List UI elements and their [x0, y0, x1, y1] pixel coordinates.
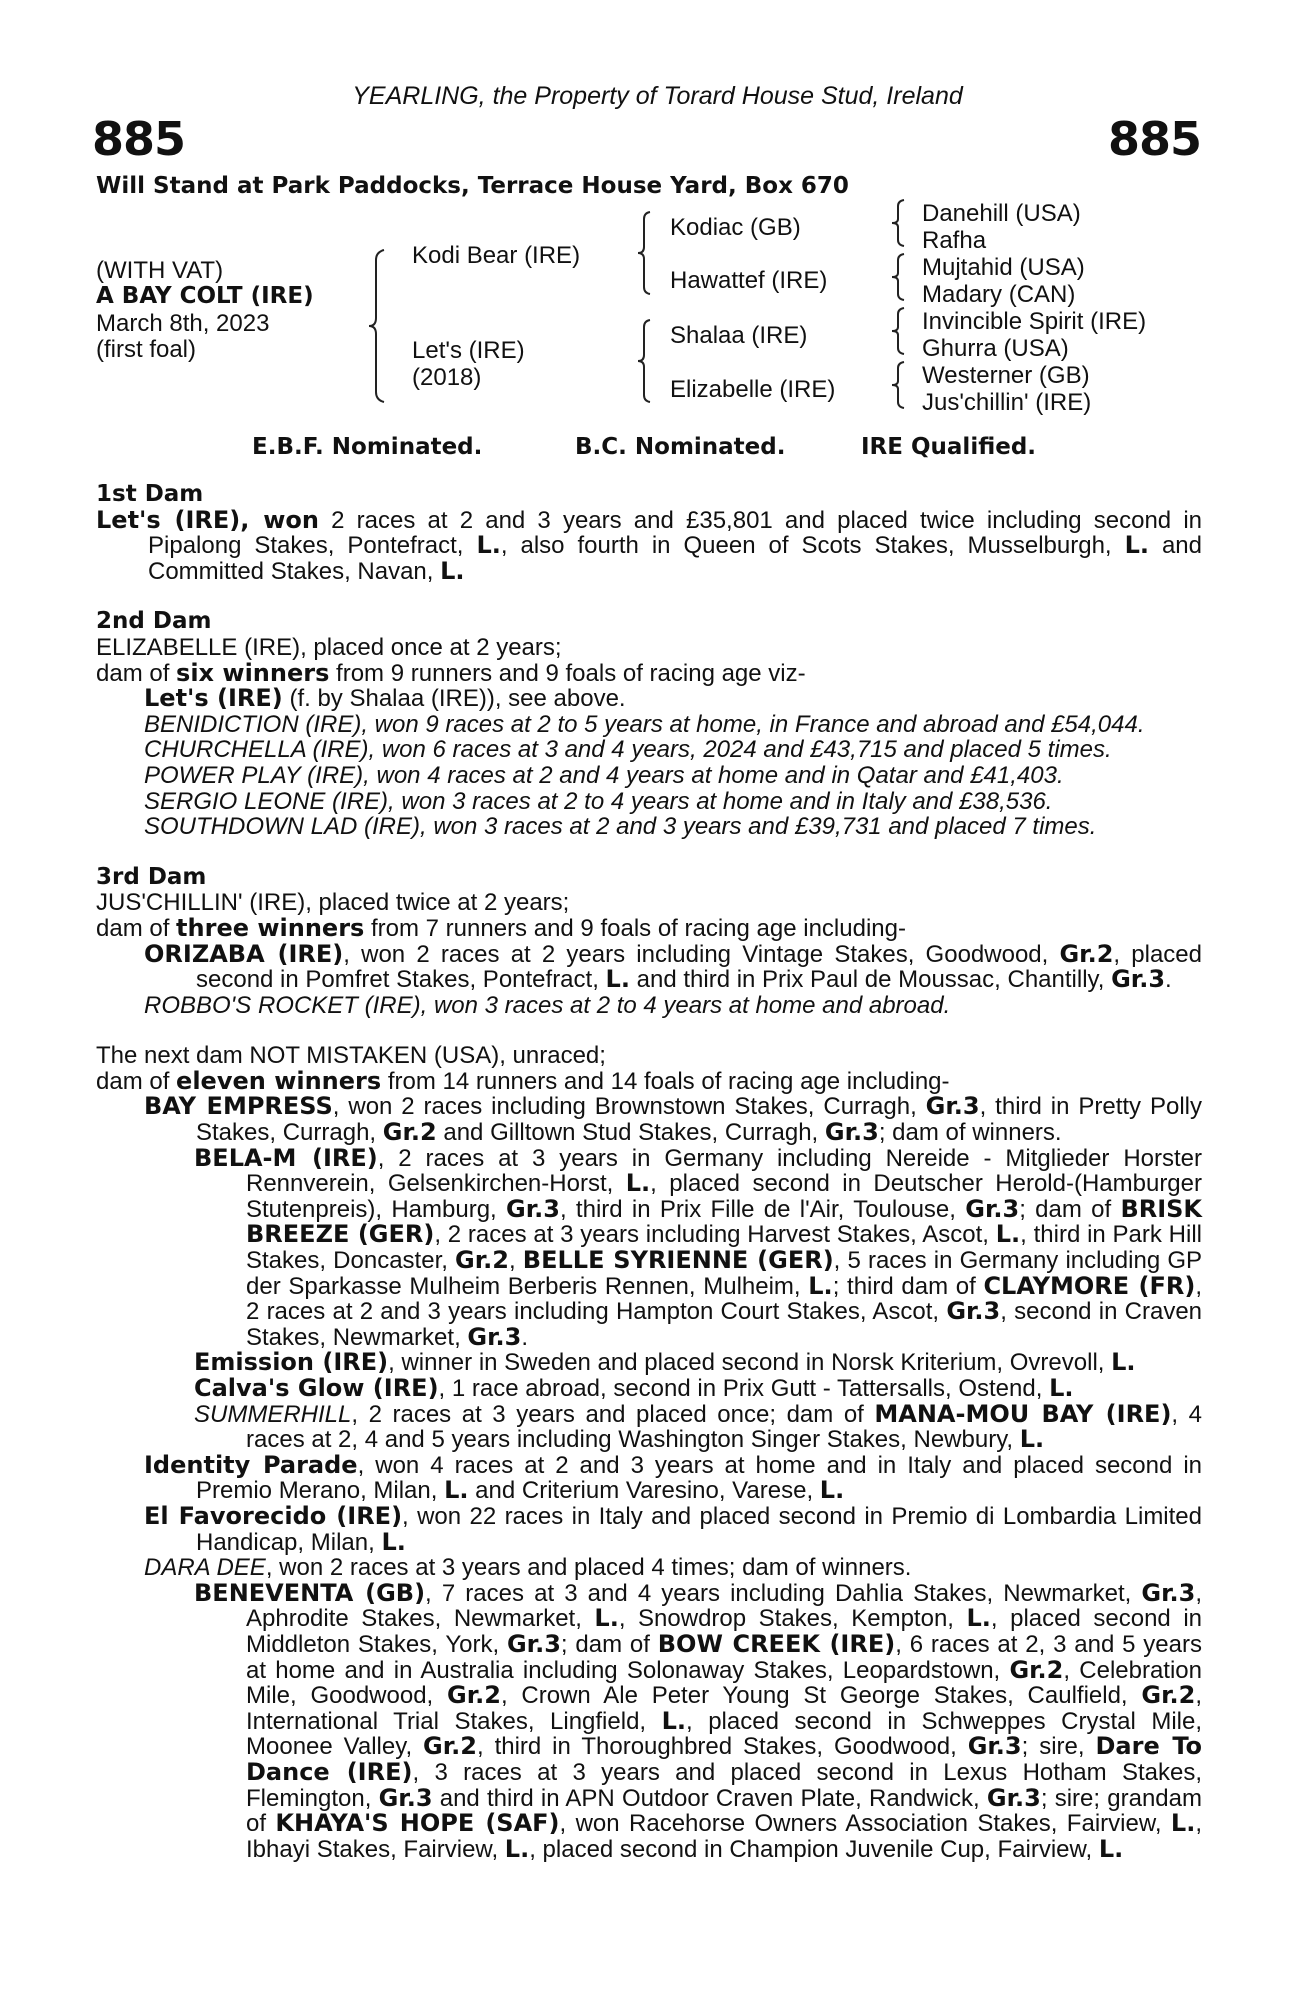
text: , won 4 races at 2 and 3 years at home and in Italy and placed second in Premio Merano, Milan,: [196, 1451, 1202, 1505]
offspring-name: Let's (IRE): [144, 684, 283, 713]
listed-tag: L.: [1098, 1834, 1124, 1863]
catalogue-body: [96, 482, 1202, 1862]
text: , second in Craven Stakes, Newmarket,: [246, 1298, 1203, 1351]
second-dam-line: ELIZABELLE (IRE), placed once at 2 years;: [96, 633, 562, 661]
text: , won Racehorse Owners Association Stakes, Fairview,: [559, 1810, 1171, 1838]
listed-tag: L.: [1170, 1809, 1196, 1838]
winners-count: eleven winners: [176, 1066, 382, 1095]
listed-tag: L.: [440, 556, 465, 585]
text: , 3 races at 3 years and placed second in Lexus Hotham Stakes, Flemington,: [246, 1758, 1202, 1812]
listed-tag: L.: [594, 1604, 619, 1633]
sire-name: Kodi Bear (IRE): [412, 242, 581, 269]
sire-dam: Hawattef (IRE): [670, 267, 828, 294]
offspring-name: BELLE SYRIENNE (GER): [522, 1246, 834, 1275]
grand-offspring-entry: [96, 1399, 1202, 1454]
first-dam-name: Let's (IRE), won: [96, 505, 319, 534]
text: , 2 races at 2 and 3 years including Hampton Court Stakes, Ascot,: [246, 1272, 1203, 1326]
third-dam-produce: [96, 913, 1202, 942]
text: ,: [508, 1247, 523, 1275]
text: , third in Prix Fille de l'Air, Toulouse,: [559, 1195, 966, 1223]
text: ; sire; grandam of: [246, 1784, 1202, 1838]
group-tag: Gr.3: [824, 1118, 879, 1147]
offspring-name: BENEVENTA (GB): [194, 1578, 426, 1607]
gg-6: Ghurra (USA): [922, 335, 1069, 362]
offspring-name: SUMMERHILL: [194, 1400, 352, 1428]
sale-title: YEARLING, the Property of Torard House Stud, Ireland: [352, 82, 963, 110]
offspring-name: MANA-MOU BAY (IRE): [874, 1399, 1172, 1428]
ebf-nominated: E.B.F. Nominated.: [252, 434, 483, 460]
text: , won 2 races at 3 years and placed 4 times; dam of winners.: [265, 1554, 912, 1582]
group-tag: Gr.3: [506, 1194, 560, 1223]
bc-nominated: B.C. Nominated.: [575, 434, 786, 460]
text: ; dam of winners.: [878, 1119, 1062, 1147]
offspring-entry: [96, 737, 1202, 763]
offspring-name: SERGIO LEONE (IRE): [144, 787, 389, 815]
listed-tag: L.: [966, 1604, 991, 1633]
text: , third in Park Hill Stakes, Doncaster,: [246, 1221, 1202, 1275]
sire-sire: Kodiac (GB): [670, 214, 801, 241]
group-tag: Gr.2: [1141, 1681, 1196, 1710]
text: , Snowdrop Stakes, Kempton,: [618, 1605, 967, 1633]
text: , placed second in Champion Juvenile Cup, Fairview,: [529, 1835, 1099, 1863]
text: .: [1165, 966, 1172, 994]
text: , won 3 races at 2 and 3 years and £39,731 and placed 7 times.: [420, 813, 1097, 841]
text: from 9 runners and 9 foals of racing age viz-: [329, 659, 806, 687]
offspring-name: Identity Parade: [144, 1450, 358, 1479]
text: , Crown Ale Peter Young St George Stakes, Caulfield,: [500, 1682, 1142, 1710]
gg-5: Invincible Spirit (IRE): [922, 308, 1147, 335]
third-dam-line: JUS'CHILLIN' (IRE), placed twice at 2 years;: [96, 889, 570, 917]
lot-number-right: 885: [1107, 112, 1201, 166]
text: , won 2 races at 2 years including Vintage Stakes, Goodwood,: [343, 940, 1060, 968]
grand-offspring-entry: [96, 1350, 1202, 1376]
offspring-name: SOUTHDOWN LAD (IRE): [144, 813, 420, 841]
text: ; third dam of: [832, 1272, 984, 1300]
group-tag: Gr.3: [506, 1629, 561, 1658]
text: , Celebration Mile, Goodwood,: [246, 1656, 1203, 1710]
listed-tag: L.: [995, 1220, 1021, 1249]
second-dam-produce: [96, 658, 1202, 687]
offspring-name: DARA DEE: [144, 1554, 266, 1582]
listed-tag: L.: [605, 965, 630, 994]
dam-year: (2018): [412, 364, 482, 391]
g-brace-4: [890, 360, 906, 410]
listed-tag: L.: [625, 1169, 651, 1198]
offspring-entry: [96, 1450, 1202, 1505]
dam-name: Let's (IRE): [412, 337, 525, 364]
vat-note: (WITH VAT): [96, 257, 224, 284]
winners-count: three winners: [176, 913, 365, 942]
group-tag: Gr.3: [967, 1732, 1022, 1761]
offspring-name: BRISK BREEZE (GER): [246, 1194, 1203, 1249]
text: , placed second in Deutscher Herold-(Hamburger Stutenpreis), Hamburg,: [246, 1170, 1202, 1223]
offspring-name: CLAYMORE (FR): [983, 1271, 1196, 1300]
gg-8: Jus'chillin' (IRE): [922, 389, 1092, 416]
text: dam of: [96, 914, 177, 942]
gg-1: Danehill (USA): [922, 200, 1081, 227]
ire-qualified: IRE Qualified.: [861, 434, 1037, 460]
text: , placed second in Schweppes Crystal Mile, Moonee Valley,: [246, 1707, 1203, 1761]
dam-dam: Elizabelle (IRE): [670, 376, 836, 403]
group-tag: Gr.2: [1059, 939, 1114, 968]
text: , won 3 races at 2 to 4 years at home and in Italy and £38,536.: [388, 787, 1053, 815]
text: dam of: [96, 659, 177, 687]
text: , 6 races at 2, 3 and 5 years at home and in Australia including Solonaway Stakes, Leopardstown,: [246, 1630, 1202, 1684]
offspring-name: ORIZABA (IRE): [144, 939, 344, 968]
offspring-name: BAY EMPRESS: [144, 1092, 333, 1121]
text: , third in Pretty Polly Stakes, Curragh,: [196, 1093, 1202, 1147]
group-tag: Gr.3: [925, 1092, 980, 1121]
listed-tag: L.: [661, 1706, 687, 1735]
group-tag: Gr.3: [965, 1194, 1020, 1223]
text: , International Trial Stakes, Lingfield,: [246, 1682, 1203, 1735]
dam-brace: [636, 318, 652, 404]
next-dam-produce: [96, 1066, 1202, 1095]
grand-offspring-entry: [96, 1578, 1203, 1863]
offspring-entry: [96, 1555, 1202, 1581]
gg-7: Westerner (GB): [922, 362, 1090, 389]
listed-tag: L.: [1111, 1348, 1136, 1377]
text: from 14 runners and 14 foals of racing age including-: [381, 1067, 950, 1095]
text: , Aphrodite Stakes, Newmarket,: [246, 1579, 1203, 1633]
text: , 7 races at 3 and 4 years including Dahlia Stakes, Newmarket,: [425, 1579, 1142, 1607]
offspring-entry: [96, 1501, 1203, 1556]
listed-tag: L.: [476, 531, 501, 560]
text: from 7 runners and 9 foals of racing age including-: [364, 914, 906, 942]
text: , won 2 races including Brownstown Stakes, Curragh,: [332, 1093, 926, 1121]
text: ; sire,: [1021, 1733, 1096, 1761]
listed-tag: L.: [808, 1271, 833, 1300]
offspring-name: ROBBO'S ROCKET (IRE): [144, 991, 421, 1019]
listed-tag: L.: [444, 1476, 469, 1505]
text: , third in Thoroughbred Stakes, Goodwood,: [476, 1733, 968, 1761]
main-brace: [366, 248, 386, 404]
horse-dob: March 8th, 2023: [96, 310, 270, 337]
listed-tag: L.: [819, 1476, 845, 1505]
sire-brace: [636, 210, 652, 296]
text: , 2 races at 3 years in Germany including Nereide - Mitglieder Horster Rennverein, Gelsenkirchen-Horst,: [246, 1144, 1202, 1198]
text: ; dam of: [560, 1630, 658, 1658]
text: , placed second in Middleton Stakes, York,: [246, 1605, 1202, 1658]
lot-number-left: 885: [92, 112, 186, 166]
text: , 2 races at 3 years and placed once; dam of: [351, 1400, 875, 1428]
second-dam-heading: 2nd Dam: [96, 608, 212, 635]
first-dam-text: , also fourth in Queen of Scots Stakes, Musselburgh,: [500, 532, 1125, 560]
group-tag: Gr.3: [378, 1783, 433, 1812]
offspring-name: Emission (IRE): [194, 1348, 389, 1377]
group-tag: Gr.2: [1009, 1655, 1064, 1684]
group-tag: Gr.3: [986, 1783, 1041, 1812]
text: , won 9 races at 2 to 5 years at home, in France and abroad and £54,044.: [361, 710, 1145, 738]
grand-offspring-entry: [96, 1376, 1202, 1402]
first-dam-entry: [96, 505, 1203, 585]
listed-tag: L.: [1049, 1374, 1074, 1402]
offspring-name: KHAYA'S HOPE (SAF): [275, 1809, 560, 1838]
text: , won 3 races at 2 to 4 years at home and abroad.: [420, 991, 951, 1019]
horse-name: A BAY COLT (IRE): [96, 283, 314, 309]
text: , 2 races at 3 years including Harvest Stakes, Ascot,: [434, 1221, 996, 1249]
text: dam of: [96, 1067, 177, 1095]
offspring-name: BELA-M (IRE): [194, 1143, 378, 1172]
g-brace-2: [890, 252, 906, 302]
listed-tag: L.: [1019, 1425, 1045, 1454]
text: , won 22 races in Italy and placed second in Premio di Lombardia Limited Handicap, Milan,: [196, 1502, 1203, 1556]
offspring-name: Dare To Dance (IRE): [246, 1732, 1202, 1786]
horse-note: (first foal): [96, 336, 197, 363]
group-tag: Gr.2: [447, 1681, 501, 1710]
text: , 4 races at 2, 4 and 5 years including Washington Singer Stakes, Newbury,: [246, 1400, 1202, 1454]
text: ; dam of: [1019, 1195, 1121, 1223]
g-brace-3: [890, 306, 906, 356]
first-dam-text: and Committed Stakes, Navan,: [148, 532, 1202, 585]
offspring-name: CHURCHELLA (IRE): [144, 736, 369, 764]
offspring-entry: [96, 814, 1202, 840]
offspring-entry: [96, 993, 1202, 1019]
offspring-name: El Favorecido (IRE): [144, 1501, 403, 1530]
text: .: [521, 1323, 529, 1351]
gg-2: Rafha: [922, 227, 987, 254]
listed-tag: L.: [381, 1527, 406, 1556]
text: , 5 races in Germany including GP der Sparkasse Mulheim Berberis Rennen, Mulheim,: [246, 1247, 1202, 1300]
gg-4: Madary (CAN): [922, 281, 1076, 308]
group-tag: Gr.2: [455, 1246, 509, 1275]
text: and Criterium Varesino, Varese,: [468, 1477, 820, 1505]
group-tag: Gr.2: [423, 1732, 477, 1761]
third-dam-heading: 3rd Dam: [96, 863, 207, 890]
offspring-entry: [96, 939, 1202, 994]
offspring-entry: [96, 789, 1202, 815]
g-brace-1: [890, 198, 906, 248]
offspring-name: POWER PLAY (IRE): [144, 761, 364, 789]
offspring-entry: [96, 712, 1202, 738]
group-tag: Gr.3: [1141, 1578, 1196, 1607]
text: and third in Prix Paul de Moussac, Chantilly,: [629, 966, 1112, 994]
dam-sire: Shalaa (IRE): [670, 322, 808, 349]
grand-offspring-entry: [96, 1143, 1203, 1351]
first-dam-heading: 1st Dam: [96, 481, 204, 507]
text: , placed second in Pomfret Stakes, Pontefract,: [196, 940, 1202, 994]
winners-count: six winners: [176, 658, 330, 687]
text: , won 4 races at 2 and 4 years at home and in Qatar and £41,403.: [363, 761, 1064, 789]
next-dam-line: The next dam NOT MISTAKEN (USA), unraced;: [96, 1042, 606, 1070]
offspring-entry: [96, 763, 1202, 789]
text: (f. by Shalaa (IRE)), see above.: [282, 685, 626, 713]
listed-tag: L.: [1124, 531, 1149, 560]
offspring-entry: [96, 686, 1202, 712]
offspring-name: BOW CREEK (IRE): [657, 1629, 896, 1658]
group-tag: Gr.3: [1111, 965, 1166, 994]
text: , winner in Sweden and placed second in Norsk Kriterium, Ovrevoll,: [388, 1349, 1112, 1377]
group-tag: Gr.2: [382, 1118, 437, 1147]
stand-location: Will Stand at Park Paddocks, Terrace House Yard, Box 670: [96, 173, 849, 199]
offspring-name: Calva's Glow (IRE): [194, 1374, 439, 1402]
group-tag: Gr.3: [467, 1322, 522, 1351]
gg-3: Mujtahid (USA): [922, 254, 1085, 281]
offspring-name: BENIDICTION (IRE): [144, 710, 362, 738]
first-dam-text: 2 races at 2 and 3 years and £35,801 and placed twice including second in Pipalong Stakes, Pontefract,: [148, 506, 1203, 560]
group-tag: Gr.3: [946, 1297, 1001, 1326]
offspring-entry: [96, 1094, 1202, 1145]
text: , Ibhayi Stakes, Fairview,: [246, 1810, 1202, 1863]
listed-tag: L.: [504, 1834, 530, 1863]
text: , 1 race abroad, second in Prix Gutt - Tattersalls, Ostend,: [438, 1375, 1050, 1402]
text: and Gilltown Stud Stakes, Curragh,: [436, 1119, 825, 1147]
text: and third in APN Outdoor Craven Plate, Randwick,: [432, 1784, 987, 1812]
text: , won 6 races at 3 and 4 years, 2024 and £43,715 and placed 5 times.: [368, 736, 1112, 764]
